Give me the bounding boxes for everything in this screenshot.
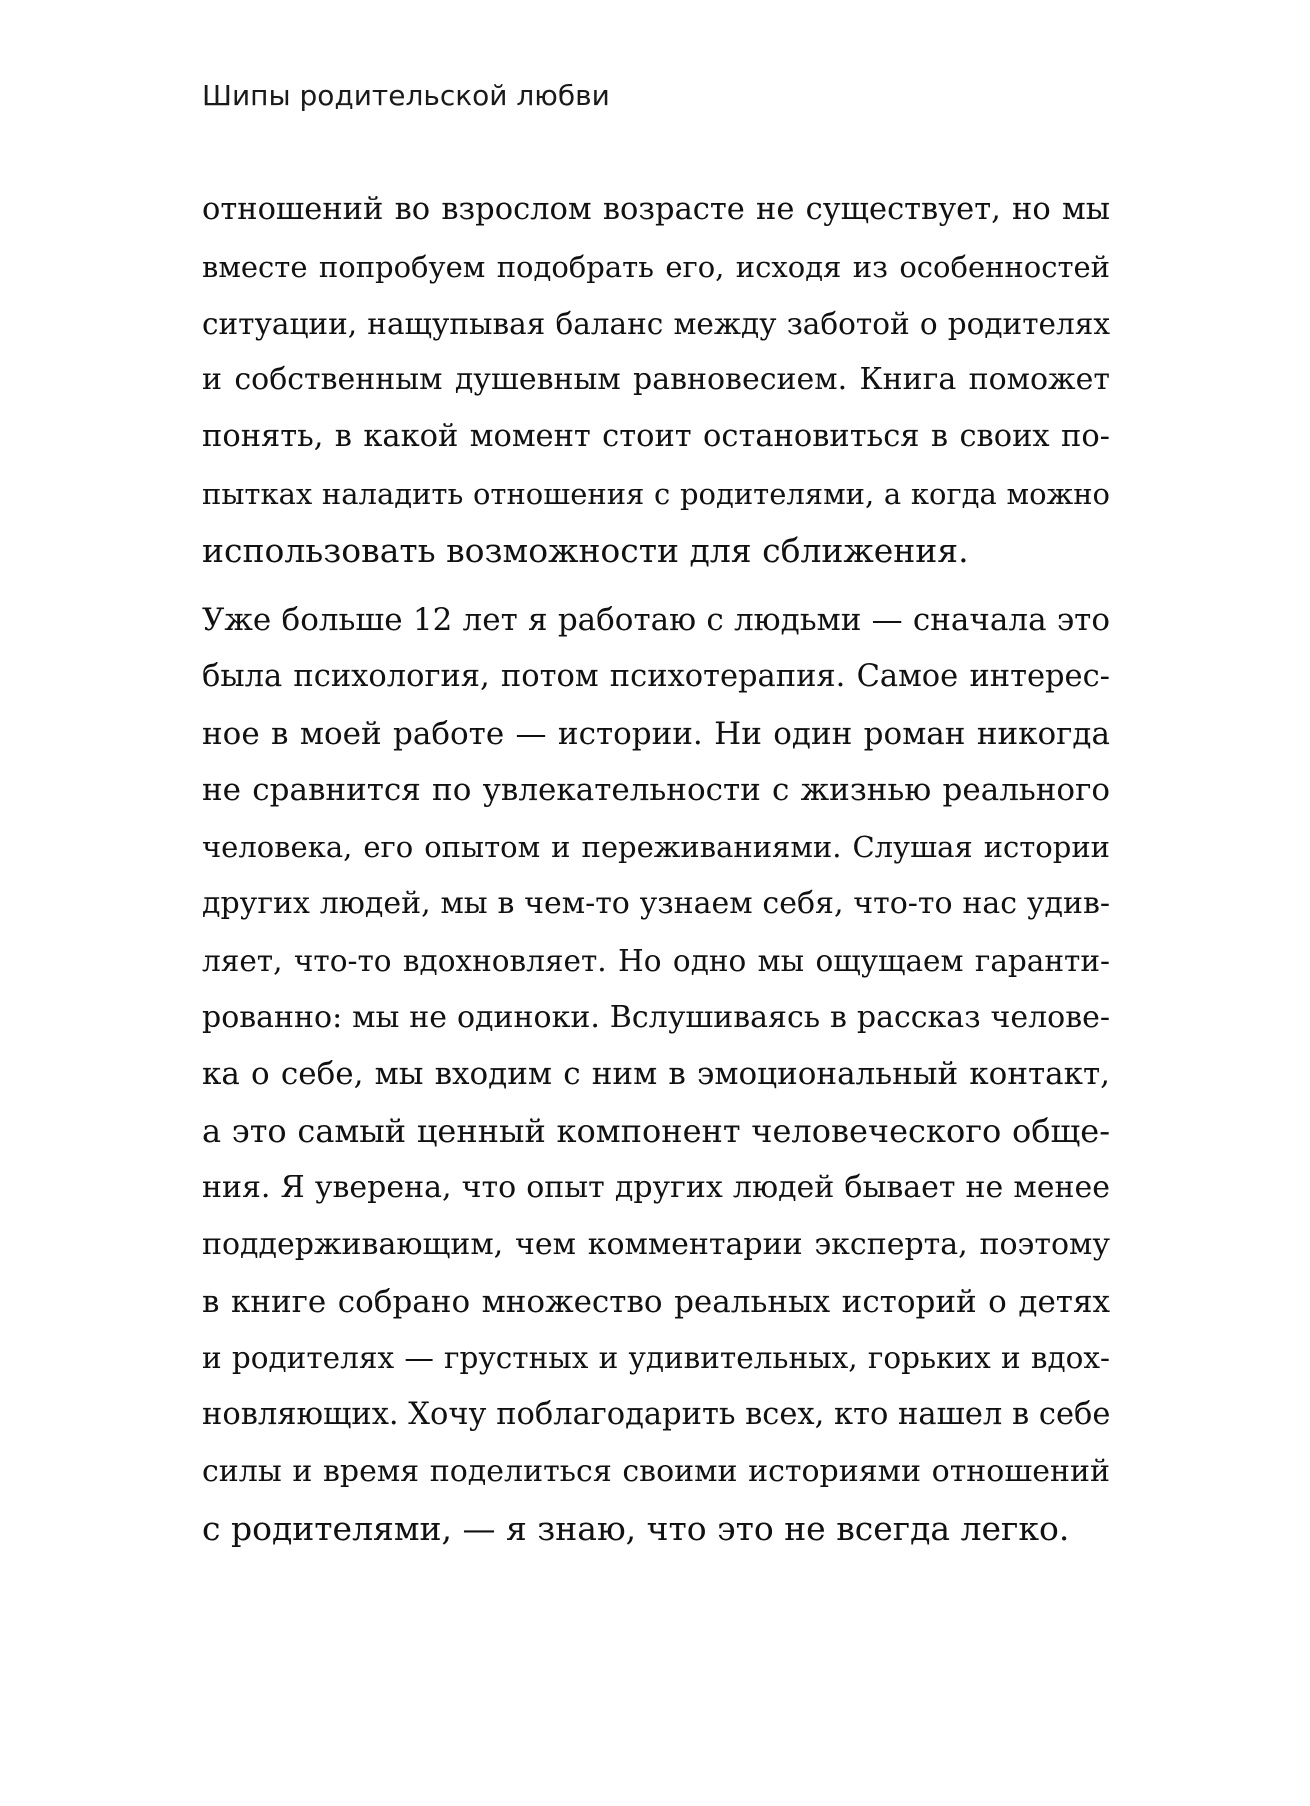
text-line: понять, в какой момент стоит остановиться в своих по- <box>202 419 1110 455</box>
text-line: не сравнится по увлекательности с жизнью реального <box>202 772 1110 809</box>
text-line: а это самый ценный компонент человеческого обще- <box>202 1112 1110 1151</box>
text-line: пытках наладить отношения с родителями, а когда можно <box>202 476 1110 511</box>
text-line: отношений во взрослом возрасте не существует, но мы <box>202 192 1110 227</box>
text-line: с родителями, — я знаю, что это не всегда легко. <box>202 1508 1070 1548</box>
text-line: новляющих. Хочу поблагодарить всех, кто нашел в себе <box>202 1397 1110 1433</box>
paragraph-1 <box>202 182 1110 580</box>
running-header: Шипы родительской любви <box>202 79 610 112</box>
text-line: силы и время поделиться своими историями отношений <box>202 1453 1110 1489</box>
text-line: в книге собрано множество реальных историй о детях <box>202 1283 1110 1320</box>
text-line: и собственным душевным равновесием. Книга поможет <box>202 362 1110 398</box>
text-line: и родителях — грустных и удивительных, горьких и вдох- <box>202 1341 1110 1376</box>
text-line: была психология, потом психотерапия. Самое интерес- <box>202 658 1110 694</box>
paragraph-2 <box>202 592 1110 1558</box>
text-line: вместе попробуем подобрать его, исходя из особенностей <box>202 249 1110 284</box>
text-line: ное в моей работе — истории. Ни один роман никогда <box>202 715 1110 752</box>
text-line: ситуации, нащупывая баланс между заботой о родителях <box>202 306 1110 341</box>
text-line: Уже больше 12 лет я работаю с людьми — сначала это <box>202 602 1110 638</box>
text-line: других людей, мы в чем-то узнаем себя, что-то нас удив- <box>202 885 1110 921</box>
text-line: ляет, что-то вдохновляет. Но одно мы ощущаем гаранти- <box>202 943 1110 978</box>
text-line: использовать возможности для сближения. <box>202 530 969 570</box>
text-line: человека, его опытом и переживаниями. Слушая истории <box>202 830 1110 865</box>
text-line: ния. Я уверена, что опыт других людей бывает не менее <box>202 1169 1110 1205</box>
text-line: рованно: мы не одиноки. Вслушиваясь в рассказ челове- <box>202 999 1110 1035</box>
text-line: поддерживающим, чем комментарии эксперта, поэтому <box>202 1226 1110 1262</box>
text-line: ка о себе, мы входим с ним в эмоциональный контакт, <box>202 1056 1110 1093</box>
